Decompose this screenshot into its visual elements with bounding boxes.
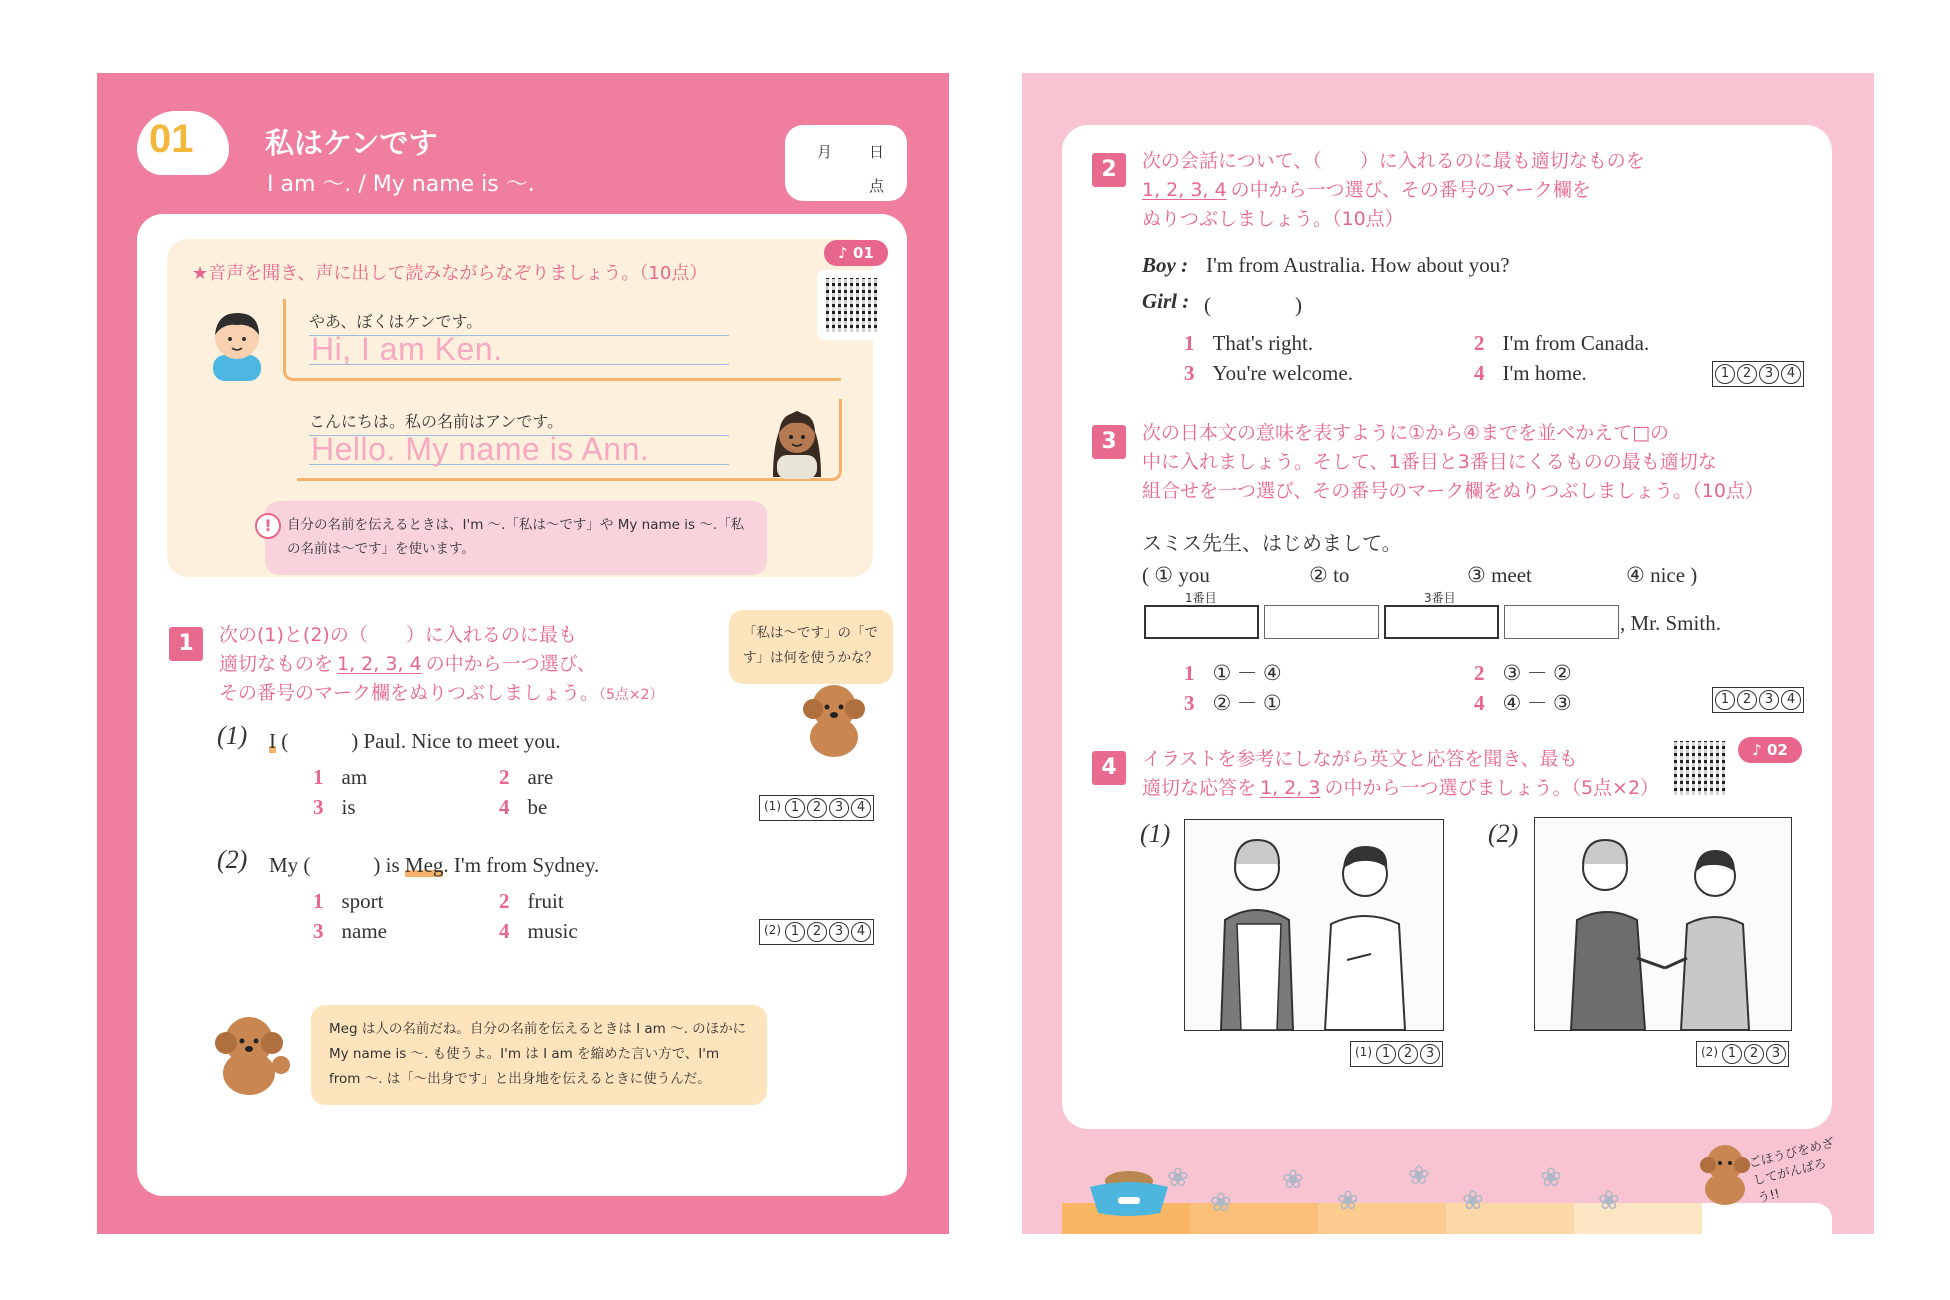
dog-mascot-icon bbox=[797, 673, 871, 759]
q3-answer-box-1[interactable] bbox=[1144, 605, 1259, 639]
q3-instruction-line2: 中に入れましょう。そして、1番目と3番目にくるものの最も適切な bbox=[1142, 451, 1717, 473]
question-number-3: 3 bbox=[1092, 425, 1126, 459]
q1-p1-option-3[interactable]: 3 is bbox=[313, 795, 356, 819]
q3-instruction-line1: 次の日本文の意味を表すように①から④までを並べかえて□の bbox=[1142, 422, 1670, 444]
question-number-1: 1 bbox=[169, 627, 203, 661]
q1-p1-answer-marks[interactable]: (1) 1 2 3 4 bbox=[759, 795, 874, 821]
intro-instruction: ★音声を聞き、声に出して読みながらなぞりましょう。（10点） bbox=[192, 263, 708, 284]
q3-option-1[interactable]: 1 ① － ④ bbox=[1184, 661, 1282, 685]
page-title: 私はケンです bbox=[265, 126, 438, 160]
tip-text: 自分の名前を伝えるときは、I'm ～.「私は～です」や My name is ～.「私の名前は～です」を使います。 bbox=[287, 517, 745, 557]
q1-instruction-line3: その番号のマーク欄をぬりつぶしましょう。（5点×2） bbox=[219, 682, 664, 704]
q2-answer-marks[interactable]: 1 2 3 4 bbox=[1712, 361, 1804, 387]
lightbulb-icon: ! bbox=[255, 513, 281, 539]
right-page bbox=[1022, 73, 1874, 1234]
page-subtitle: I am ～. / My name is ～. bbox=[267, 172, 535, 197]
dog-food-bowl-icon bbox=[1084, 1165, 1174, 1217]
q3-japanese-sentence: スミス先生、はじめまして。 bbox=[1142, 531, 1402, 555]
q3-third-label: 3番目 bbox=[1424, 591, 1456, 605]
q1-p1-option-1[interactable]: 1 am bbox=[313, 765, 368, 789]
q1-p2-option-3[interactable]: 3 name bbox=[313, 919, 387, 943]
question-number-4: 4 bbox=[1092, 751, 1126, 785]
q1-instruction-line1: 次の(1)と(2)の（ ）に入れるのに最も bbox=[219, 624, 577, 646]
q3-answer-box-2[interactable] bbox=[1264, 605, 1379, 639]
left-page bbox=[97, 73, 949, 1234]
q2-option-1[interactable]: 1 That's right. bbox=[1184, 331, 1314, 355]
q3-word-2: ② to bbox=[1309, 563, 1350, 587]
q2-option-3[interactable]: 3 You're welcome. bbox=[1184, 361, 1353, 385]
q1-instruction-line2: 適切なものを 1, 2, 3, 4 の中から一つ選び、 bbox=[219, 653, 596, 675]
girl-avatar-icon bbox=[765, 399, 829, 479]
paw-print-icon-4: ❀ bbox=[1337, 1186, 1359, 1216]
q1-part2-sentence: My ( ) is Meg. I'm from Sydney. bbox=[269, 853, 600, 877]
dog-mascot-waving-icon bbox=[209, 1007, 295, 1099]
audio-badge-01[interactable]: ♪ 01 bbox=[824, 240, 888, 266]
paw-print-icon-2: ❀ bbox=[1210, 1188, 1232, 1218]
q2-instruction-line3: ぬりつぶしましょう。（10点） bbox=[1142, 208, 1404, 230]
reward-end-cap bbox=[1702, 1203, 1832, 1234]
date-month: 月 bbox=[817, 143, 833, 161]
q2-girl-line: ( ) bbox=[1204, 293, 1302, 317]
paw-print-icon-3: ❀ bbox=[1282, 1165, 1304, 1195]
q3-word-4: ④ nice ) bbox=[1626, 563, 1698, 587]
q4-illustration-1 bbox=[1184, 819, 1444, 1031]
q3-first-label: 1番目 bbox=[1185, 591, 1217, 605]
trace-text-1[interactable]: Hi, I am Ken. bbox=[311, 331, 503, 367]
q3-sentence-tail: , Mr. Smith. bbox=[1620, 611, 1721, 635]
handshake-people-icon bbox=[1535, 818, 1791, 1030]
q4-p1-answer-marks[interactable]: (1) 1 2 3 bbox=[1350, 1041, 1443, 1067]
q4-instruction-line1: イラストを参考にしながら英文と応答を聞き、最も bbox=[1142, 748, 1578, 770]
q2-instruction-line1: 次の会話について、（ ）に入れるのに最も適切なものを bbox=[1142, 150, 1645, 172]
bottom-tip-text: Meg は人の名前だね。自分の名前を伝えるときは I am ～. のほかに My name is ～. も使うよ。I'm は I am を縮めた言い方で、I'm from ～. は「～出身です」と出身地を伝えるときに使うんだ。 bbox=[329, 1021, 747, 1087]
dialog-jp-1: やあ、ぼくはケンです。 bbox=[309, 312, 483, 331]
q1-p2-option-1[interactable]: 1 sport bbox=[313, 889, 384, 913]
q3-option-3[interactable]: 3 ② － ① bbox=[1184, 691, 1282, 715]
q1-p2-option-4[interactable]: 4 music bbox=[499, 919, 578, 943]
trace-text-2[interactable]: Hello. My name is Ann. bbox=[311, 431, 650, 467]
date-day: 日 bbox=[869, 143, 885, 161]
q4-illustration-2 bbox=[1534, 817, 1792, 1031]
q3-word-1: ( ① you bbox=[1142, 563, 1210, 587]
q4-p2-answer-marks[interactable]: (2) 1 2 3 bbox=[1696, 1041, 1789, 1067]
paw-print-icon-7: ❀ bbox=[1540, 1163, 1562, 1193]
q2-girl-label: Girl : bbox=[1142, 289, 1190, 313]
q3-answer-box-4[interactable] bbox=[1504, 605, 1619, 639]
q4-instruction-line2: 適切な応答を 1, 2, 3 の中から一つ選びましょう。（5点×2） bbox=[1142, 777, 1660, 799]
q2-boy-line: I'm from Australia. How about you? bbox=[1206, 253, 1510, 277]
q4-label-2: (2) bbox=[1488, 819, 1519, 848]
q3-answer-box-3[interactable] bbox=[1384, 605, 1499, 639]
paw-print-icon-8: ❀ bbox=[1598, 1186, 1620, 1216]
q2-instruction-line2: 1, 2, 3, 4 の中から一つ選び、その番号のマーク欄を bbox=[1142, 179, 1591, 201]
paw-print-icon-5: ❀ bbox=[1408, 1161, 1430, 1191]
two-people-talking-icon bbox=[1185, 820, 1443, 1030]
paw-print-icon-6: ❀ bbox=[1462, 1186, 1484, 1216]
q3-word-3: ③ meet bbox=[1467, 563, 1532, 587]
q1-p1-option-4[interactable]: 4 be bbox=[499, 795, 548, 819]
unit-number: 01 bbox=[149, 117, 194, 161]
paw-print-icon-1: ❀ bbox=[1167, 1163, 1189, 1193]
question-number-2: 2 bbox=[1092, 153, 1126, 187]
q2-option-4[interactable]: 4 I'm home. bbox=[1474, 361, 1587, 385]
q1-p2-answer-marks[interactable]: (2) 1 2 3 4 bbox=[759, 919, 874, 945]
q4-label-1: (1) bbox=[1140, 819, 1171, 848]
q1-p1-option-2[interactable]: 2 are bbox=[499, 765, 554, 789]
boy-avatar-icon bbox=[205, 305, 269, 381]
q3-option-2[interactable]: 2 ③ － ② bbox=[1474, 661, 1572, 685]
q3-option-4[interactable]: 4 ④ － ③ bbox=[1474, 691, 1572, 715]
q1-p2-option-2[interactable]: 2 fruit bbox=[499, 889, 564, 913]
dog-goal-icon bbox=[1694, 1137, 1756, 1207]
q1-part2-label: (2) bbox=[217, 845, 248, 874]
q3-instruction-line3: 組合せを一つ選び、その番号のマーク欄をぬりつぶしましょう。（10点） bbox=[1142, 480, 1764, 502]
dialog-jp-2: こんにちは。私の名前はアンです。 bbox=[309, 412, 564, 431]
q2-option-2[interactable]: 2 I'm from Canada. bbox=[1474, 331, 1650, 355]
q1-part1-sentence: I ( ) Paul. Nice to meet you. bbox=[269, 729, 561, 753]
date-score-box bbox=[785, 125, 907, 201]
q3-answer-marks[interactable]: 1 2 3 4 bbox=[1712, 687, 1804, 713]
q2-boy-label: Boy : bbox=[1142, 253, 1189, 277]
reward-message: ごほうびをめざしてがんばろう!! bbox=[1747, 1134, 1836, 1206]
q1-part1-label: (1) bbox=[217, 721, 248, 750]
audio-badge-02[interactable]: ♪ 02 bbox=[1738, 737, 1802, 763]
hint-bubble-text: 「私は～です」の「です」は何を使うかな？ bbox=[743, 625, 878, 666]
score-label: 点 bbox=[869, 177, 885, 195]
